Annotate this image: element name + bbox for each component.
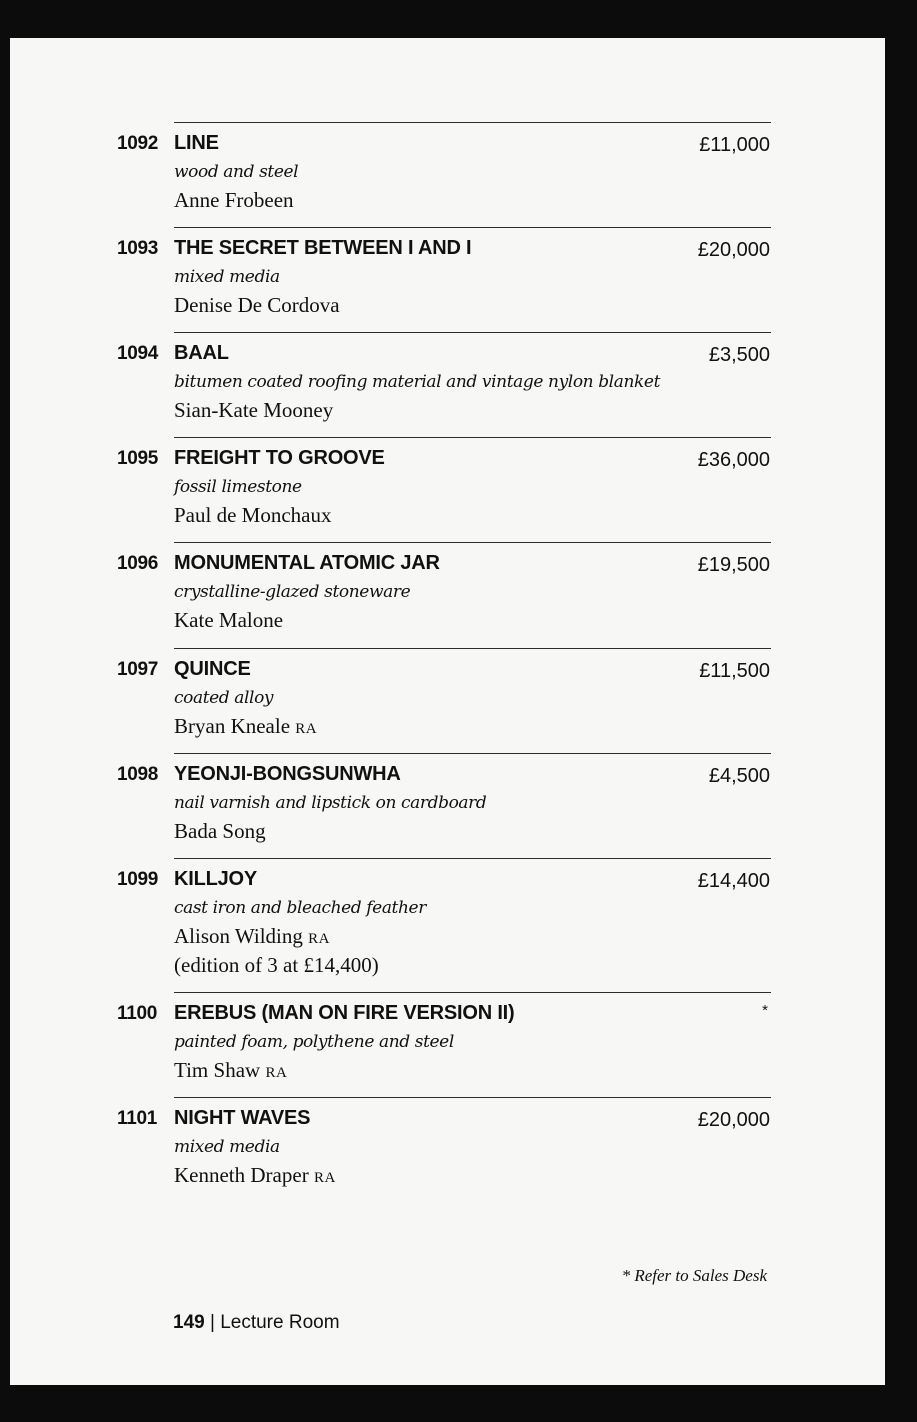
section-name: Lecture Room <box>220 1312 340 1333</box>
entry-divider <box>174 122 771 123</box>
artist-name <box>174 188 294 213</box>
artist-name-text: Kate Malone <box>174 608 284 632</box>
artwork-medium: wood and steel <box>174 162 299 182</box>
artwork-title: THE SECRET BETWEEN I AND I <box>174 237 472 259</box>
artwork-medium: cast iron and bleached feather <box>174 898 426 918</box>
artist-name-text: Tim Shaw <box>174 1058 261 1082</box>
lot-number: 1100 <box>117 1003 158 1024</box>
lot-number: 1098 <box>117 764 159 785</box>
entry-divider <box>174 332 771 333</box>
entry-divider <box>174 648 771 649</box>
artwork-title: MONUMENTAL ATOMIC JAR <box>174 552 440 574</box>
artist-name <box>174 398 333 423</box>
entry-divider <box>174 542 771 543</box>
artwork-price: £36,000 <box>697 449 770 471</box>
artist-name-text: Bryan Kneale <box>174 714 291 738</box>
artwork-price: * <box>762 1002 768 1019</box>
ra-suffix: RA <box>265 1065 288 1081</box>
entry-divider <box>174 227 771 228</box>
footnote: * Refer to Sales Desk <box>621 1266 767 1285</box>
lot-number: 1092 <box>117 133 159 154</box>
entry-divider <box>174 858 771 859</box>
artwork-price: £11,000 <box>699 134 770 156</box>
edition-note: (edition of 3 at £14,400) <box>174 953 379 977</box>
artist-name-text: Paul de Monchaux <box>174 503 332 527</box>
artwork-title: BAAL <box>174 342 229 364</box>
artwork-price: £19,500 <box>697 554 770 576</box>
artwork-medium: bitumen coated roofing material and vintage nylon blanket <box>174 372 660 392</box>
artist-name <box>174 1058 287 1083</box>
artwork-medium: coated alloy <box>174 688 274 708</box>
artist-name-text: Denise De Cordova <box>174 293 340 317</box>
artwork-title: NIGHT WAVES <box>174 1107 311 1129</box>
artwork-medium: mixed media <box>174 267 280 287</box>
artwork-medium: painted foam, polythene and steel <box>174 1032 454 1052</box>
artwork-price: £3,500 <box>708 344 770 366</box>
artwork-medium: mixed media <box>174 1137 280 1157</box>
lot-number: 1097 <box>117 659 159 680</box>
artist-name-text: Anne Frobeen <box>174 188 294 212</box>
footer-separator: | <box>209 1312 215 1333</box>
artwork-price: £20,000 <box>697 239 770 261</box>
artist-name <box>174 608 283 633</box>
artwork-price: £20,000 <box>697 1109 770 1131</box>
artwork-title: QUINCE <box>174 658 251 680</box>
artist-name-text: Sian-Kate Mooney <box>174 398 334 422</box>
artwork-price: £11,500 <box>699 660 770 682</box>
artwork-title: FREIGHT TO GROOVE <box>174 447 385 469</box>
artist-name-text: Kenneth Draper <box>174 1163 309 1187</box>
entry-divider <box>174 992 771 993</box>
artwork-price: £14,400 <box>697 870 770 892</box>
catalogue-page <box>10 38 885 1385</box>
artist-name-text: Alison Wilding <box>174 924 303 948</box>
entry-divider <box>174 437 771 438</box>
artist-name <box>174 503 331 528</box>
lot-number: 1094 <box>117 343 159 364</box>
page-footer <box>173 1312 340 1334</box>
artist-name <box>174 714 317 739</box>
entry-divider <box>174 1097 771 1098</box>
ra-suffix: RA <box>308 931 330 947</box>
artist-name <box>174 819 266 844</box>
page-number: 149 <box>173 1312 205 1333</box>
artwork-medium: nail varnish and lipstick on cardboard <box>174 793 487 813</box>
artwork-title: LINE <box>174 132 219 154</box>
artwork-title: EREBUS (MAN ON FIRE VERSION II) <box>174 1002 515 1024</box>
artwork-title: YEONJI-BONGSUNWHA <box>174 763 401 785</box>
ra-suffix: RA <box>295 721 318 737</box>
artist-name <box>174 1163 336 1188</box>
ra-suffix: RA <box>313 1170 336 1186</box>
lot-number: 1101 <box>117 1108 158 1129</box>
artist-name <box>174 293 340 318</box>
artwork-price: £4,500 <box>708 765 770 787</box>
artist-name <box>174 924 330 949</box>
artist-name-text: Bada Song <box>174 819 266 843</box>
artwork-medium: fossil limestone <box>174 477 302 497</box>
entry-divider <box>174 753 771 754</box>
lot-number: 1096 <box>117 553 159 574</box>
artwork-title: KILLJOY <box>174 868 258 890</box>
lot-number: 1099 <box>117 869 159 890</box>
lot-number: 1095 <box>117 448 159 469</box>
artwork-medium: crystalline-glazed stoneware <box>174 582 411 602</box>
lot-number: 1093 <box>117 238 159 259</box>
